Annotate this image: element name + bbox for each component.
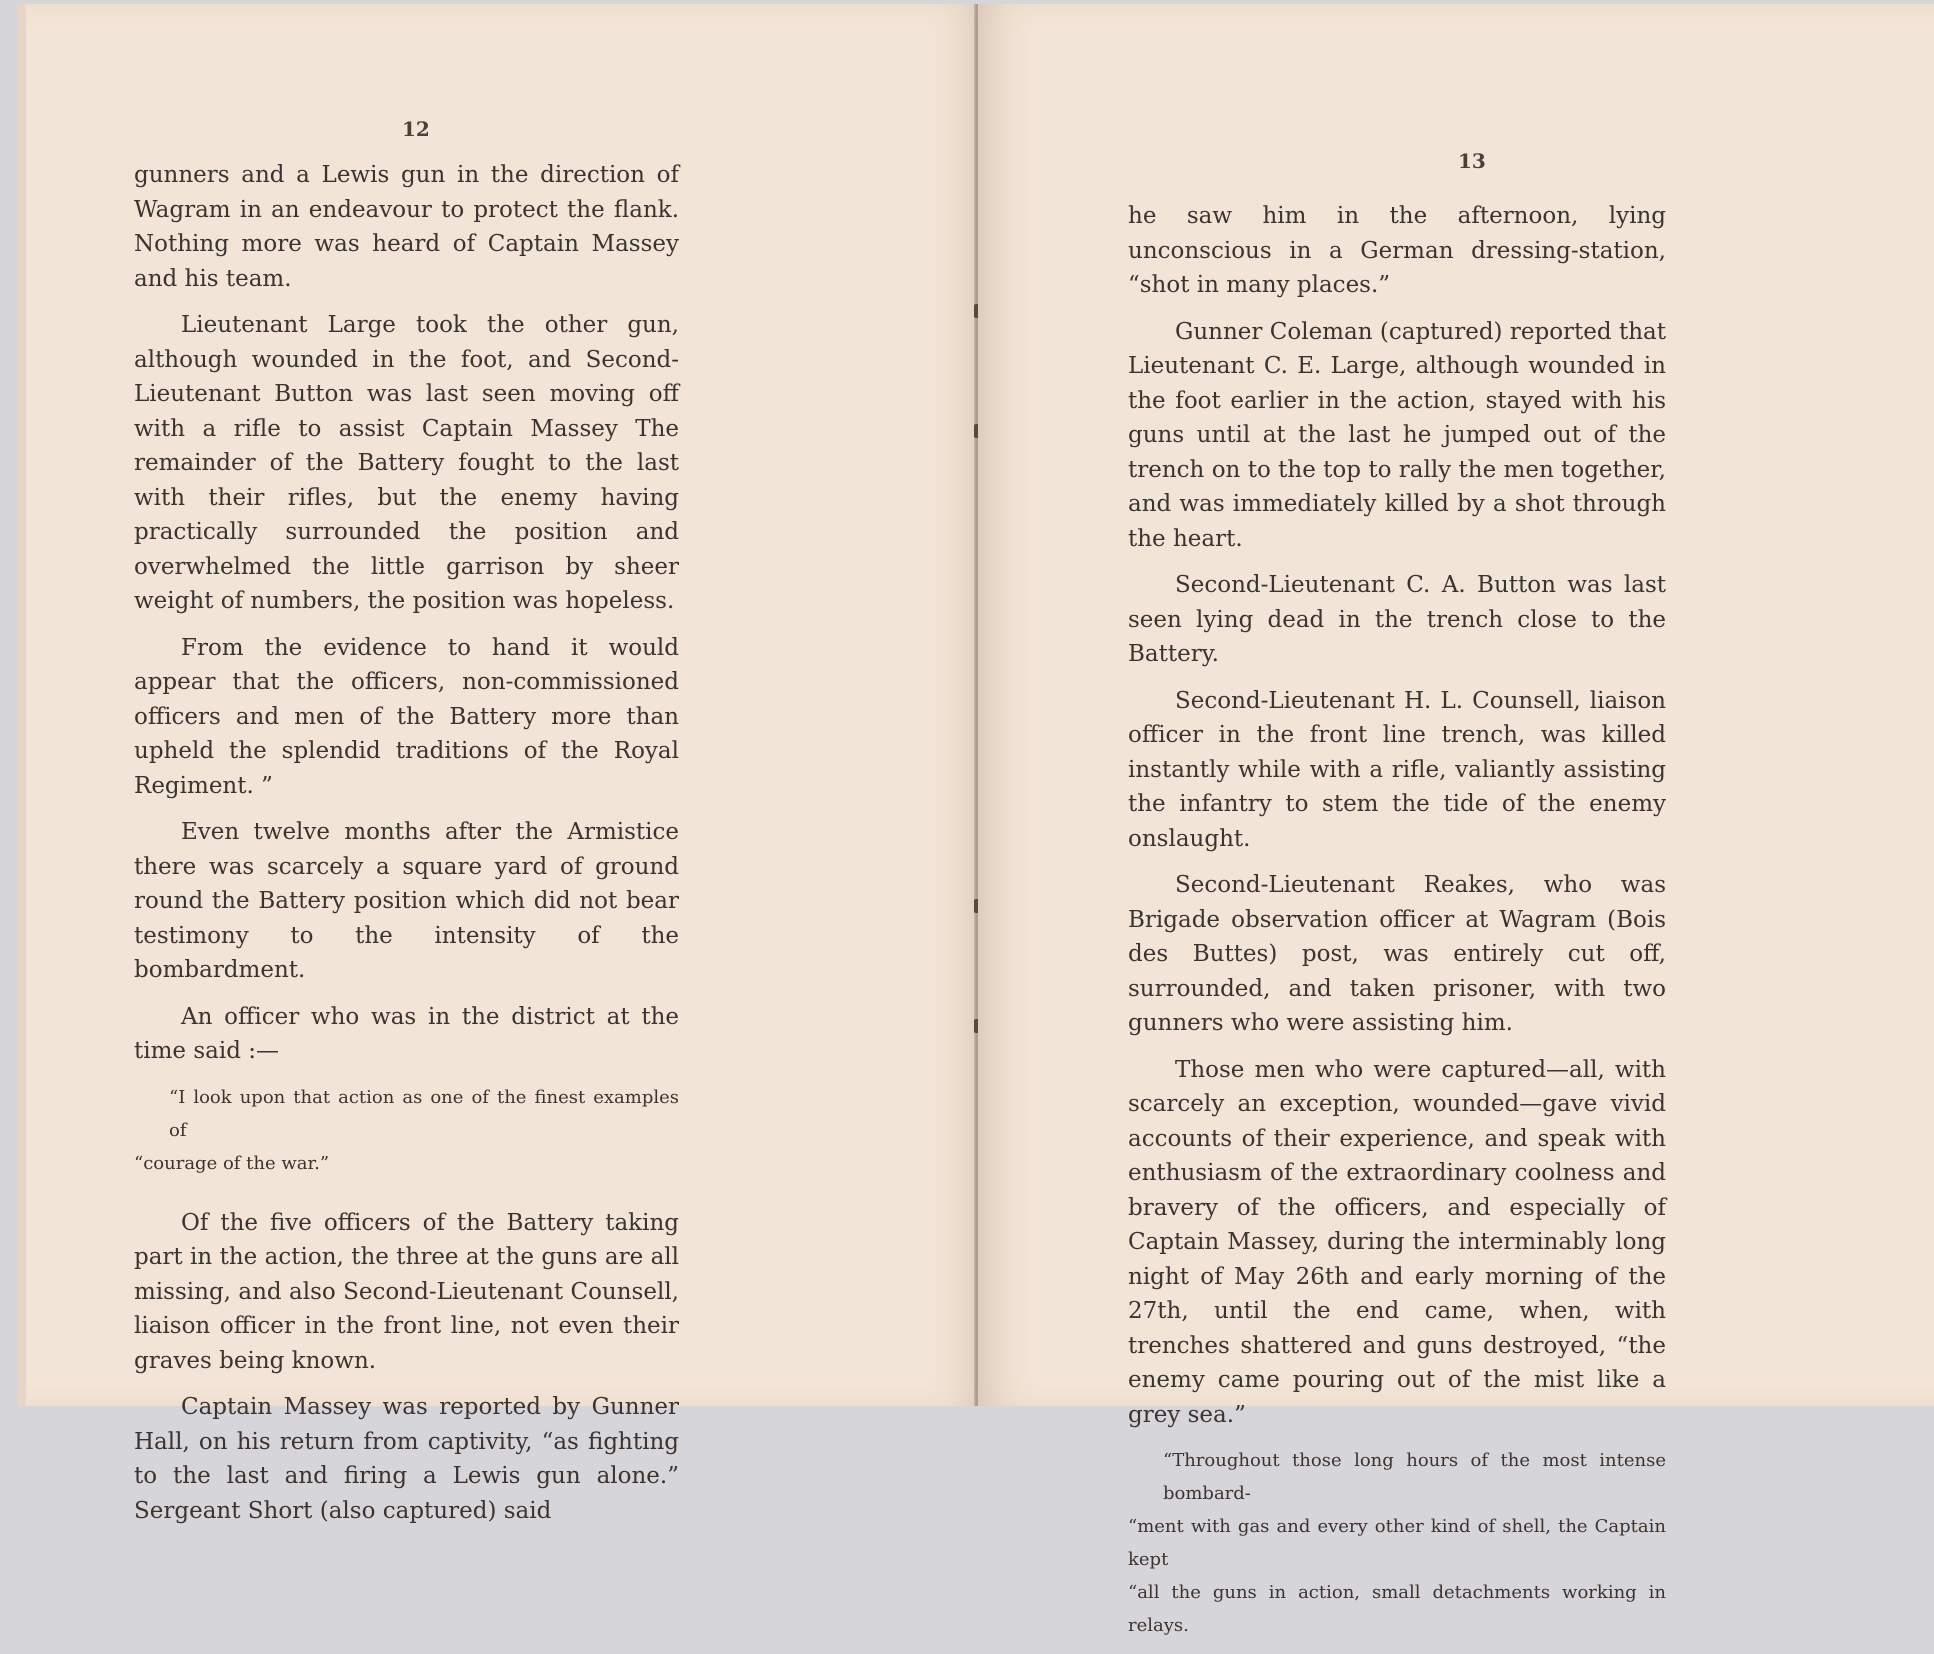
block-quote bbox=[134, 1081, 679, 1180]
quote-line: “Throughout those long hours of the most intense bombard- bbox=[1163, 1450, 1666, 1504]
left-page bbox=[18, 4, 984, 1524]
page-number-left: 12 bbox=[402, 117, 430, 141]
paragraph: From the evidence to hand it would appear that the officers, non-commissioned officers and men of the Battery more than upheld the splendid traditions of the Royal Regiment. ” bbox=[134, 634, 679, 799]
paragraph: gunners and a Lewis gun in the direction of Wagram in an endeavour to protect the flank. Nothing more was heard of Captain Massey and his team. bbox=[134, 162, 679, 292]
block-quote bbox=[1128, 1444, 1666, 1642]
right-page-body bbox=[1128, 199, 1666, 1654]
paragraph: Second-Lieutenant Reakes, who was Brigade observation officer at Wagram (Bois des Buttes) post, was entirely cut off, surrounded, and taken prisoner, with two gunners who were assisting him. bbox=[1128, 872, 1666, 1036]
quote-line: “ment with gas and every other kind of shell, the Captain kept bbox=[1128, 1516, 1666, 1570]
paragraph: Captain Massey was reported by Gunner Hall, on his return from captivity, “as fighting to the last and firing a Lewis gun alone.” Sergeant Short (also captured) said bbox=[134, 1394, 679, 1524]
paragraph: An officer who was in the district at the time said :— bbox=[134, 1003, 679, 1064]
paragraph: Second-Lieutenant C. A. Button was last seen lying dead in the trench close to the Battery. bbox=[1128, 572, 1666, 667]
left-page-body bbox=[134, 158, 679, 1540]
paragraph: Second-Lieutenant H. L. Counsell, liaison officer in the front line trench, was killed instantly while with a rifle, valiantly assisting the infantry to stem the tide of the enemy onslaught. bbox=[1128, 687, 1666, 852]
paragraph: Gunner Coleman (captured) reported that Lieutenant C. E. Large, although wounded in the foot earlier in the action, stayed with his guns until at the last he jumped out of the trench on to the top to rally the men together, and was immediately killed by a shot through the heart. bbox=[1128, 318, 1666, 552]
paragraph: Even twelve months after the Armistice there was scarcely a square yard of ground round the Battery position which did not bear testimony to the intensity of the bombardment. bbox=[134, 819, 679, 983]
paragraph: Lieutenant Large took the other gun, although wounded in the foot, and Second-Lieutenant Button was last seen moving off with a rifle to assist Captain Massey The remainder of the Battery fought to the last with their rifles, but the enemy having practically surrounded the position and overwhelmed the little garrison by sheer weight of numbers, the position was hopeless. bbox=[134, 312, 679, 614]
open-booklet bbox=[18, 4, 1934, 1636]
quote-line: “I look upon that action as one of the finest examples of bbox=[169, 1086, 679, 1141]
page-number-right: 13 bbox=[1458, 149, 1486, 173]
paragraph: Of the five officers of the Battery taking part in the action, the three at the guns are all missing, and also Second-Lieutenant Counsell, liaison officer in the front line, not even their graves being known. bbox=[134, 1209, 679, 1374]
paragraph: he saw him in the afternoon, lying unconscious in a German dressing-station, “shot in many places.” bbox=[1128, 203, 1666, 298]
quote-line: “courage of the war.” bbox=[134, 1152, 330, 1174]
right-page bbox=[978, 4, 1934, 1636]
quote-line: “all the guns in action, small detachments working in relays. bbox=[1128, 1582, 1666, 1636]
paragraph: Those men who were captured—all, with scarcely an exception, wounded—gave vivid accounts of their experience, and speak with enthusiasm of the extraordinary coolness and bravery of the officers, and especially of Captain Massey, during the interminably long night of May 26th and early morning of the 27th, until the end came, when, with trenches shattered and guns destroyed, “the enemy came pouring out of the mist like a grey sea.” bbox=[1128, 1056, 1666, 1428]
